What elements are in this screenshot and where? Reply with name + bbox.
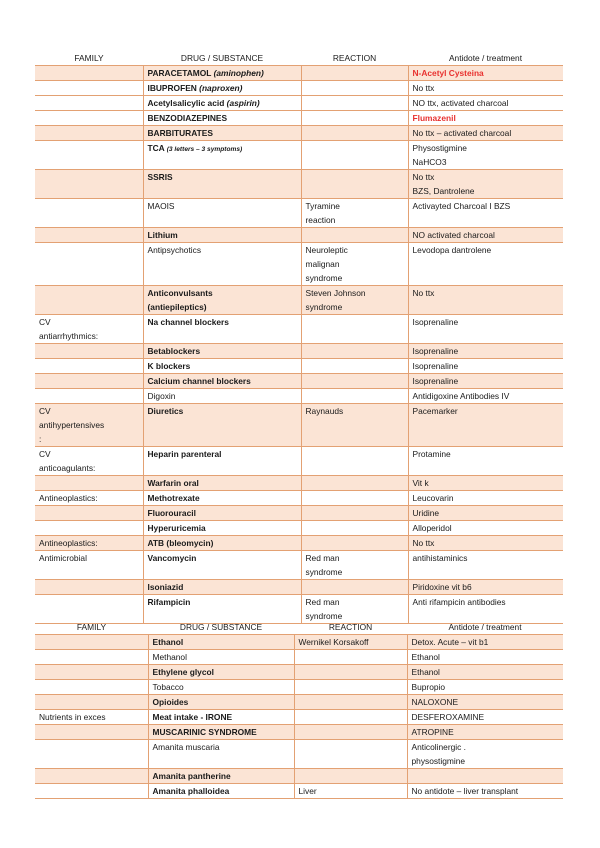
family-cell	[35, 650, 148, 665]
drug-note: (aminophen)	[213, 68, 264, 78]
family-cell	[35, 389, 143, 404]
drug-cell: TCA (3 letters – 3 symptoms)	[143, 141, 301, 170]
drug-cell: MUSCARINIC SYNDROME	[148, 725, 294, 740]
table-row	[35, 141, 563, 170]
family-cell	[35, 635, 148, 650]
drug-cell: Isoniazid	[143, 580, 301, 595]
header-row	[35, 51, 563, 66]
table-row	[35, 521, 563, 536]
family-cell	[35, 96, 143, 111]
drug-cell: K blockers	[143, 359, 301, 374]
drug-cell: SSRIS	[143, 170, 301, 199]
reaction-cell: Tyramine reaction	[301, 199, 408, 228]
reaction-cell	[301, 521, 408, 536]
table-row	[35, 650, 563, 665]
family-cell: Antineoplastics:	[35, 491, 143, 506]
table-row	[35, 389, 563, 404]
reaction-cell	[294, 710, 407, 725]
table-row	[35, 491, 563, 506]
drug-cell: Amanita pantherine	[148, 769, 294, 784]
drug-cell: ATB (bleomycin)	[143, 536, 301, 551]
table-row	[35, 680, 563, 695]
drug-cell: Ethylene glycol	[148, 665, 294, 680]
table-row	[35, 635, 563, 650]
antidote-cell: Isoprenaline	[408, 315, 563, 344]
antidote-cell: Ethanol	[407, 665, 563, 680]
family-cell	[35, 170, 143, 199]
table-row	[35, 476, 563, 491]
table-row	[35, 315, 563, 344]
drug-note: (3 letters – 3 symptoms)	[166, 146, 243, 153]
family-cell	[35, 344, 143, 359]
drug-cell: Calcium channel blockers	[143, 374, 301, 389]
reaction-cell: Steven Johnson syndrome	[301, 286, 408, 315]
reaction-cell: Red man syndrome	[301, 595, 408, 624]
reaction-cell	[301, 491, 408, 506]
table-row	[35, 199, 563, 228]
family-cell: CV anticoagulants:	[35, 447, 143, 476]
antidote-cell: Anti rifampicin antibodies	[408, 595, 563, 624]
table-row	[35, 404, 563, 447]
reaction-cell	[294, 665, 407, 680]
reaction-cell	[301, 344, 408, 359]
family-cell: Antimicrobial	[35, 551, 143, 580]
drug-cell: Methanol	[148, 650, 294, 665]
reaction-cell	[294, 650, 407, 665]
antidote-cell: No antidote – liver transplant	[407, 784, 563, 799]
drug-note: (naproxen)	[199, 83, 243, 93]
table-row	[35, 447, 563, 476]
table-row	[35, 170, 563, 199]
reaction-cell	[301, 447, 408, 476]
family-cell	[35, 359, 143, 374]
table-row	[35, 111, 563, 126]
table-row	[35, 536, 563, 551]
drug-cell: Amanita phalloidea	[148, 784, 294, 799]
antidote-cell: Activayted Charcoal I BZS	[408, 199, 563, 228]
reaction-cell	[301, 506, 408, 521]
antidote-cell: Detox. Acute – vit b1	[407, 635, 563, 650]
reaction-cell	[301, 96, 408, 111]
reaction-cell	[301, 228, 408, 243]
antidote-cell: NO activated charcoal	[408, 228, 563, 243]
reaction-cell	[301, 359, 408, 374]
family-cell	[35, 199, 143, 228]
family-cell	[35, 740, 148, 769]
toxicology-table-1	[35, 51, 563, 624]
reaction-cell	[301, 111, 408, 126]
drug-cell: Antipsychotics	[143, 243, 301, 286]
reaction-cell	[294, 725, 407, 740]
family-cell	[35, 521, 143, 536]
table-row	[35, 740, 563, 769]
reaction-cell	[301, 374, 408, 389]
drug-cell: Warfarin oral	[143, 476, 301, 491]
header-family: FAMILY	[35, 620, 148, 635]
table-row	[35, 126, 563, 141]
table-row	[35, 66, 563, 81]
family-cell	[35, 695, 148, 710]
drug-cell: PARACETAMOL (aminophen)	[143, 66, 301, 81]
header-drug: DRUG / SUBSTANCE	[143, 51, 301, 66]
drug-cell: BENZODIAZEPINES	[143, 111, 301, 126]
reaction-cell	[301, 66, 408, 81]
drug-cell: Meat intake - IRONE	[148, 710, 294, 725]
antidote-cell: Physostigmine NaHCO3	[408, 141, 563, 170]
table-row	[35, 665, 563, 680]
antidote-cell: Isoprenaline	[408, 359, 563, 374]
antidote-cell: Vit k	[408, 476, 563, 491]
header-antidote: Antidote / treatment	[407, 620, 563, 635]
antidote-cell: NO ttx, activated charcoal	[408, 96, 563, 111]
drug-cell: Betablockers	[143, 344, 301, 359]
family-cell	[35, 66, 143, 81]
table-row	[35, 286, 563, 315]
antidote-cell: No ttx	[408, 536, 563, 551]
drug-cell: Digoxin	[143, 389, 301, 404]
header-reaction: REACTION	[301, 51, 408, 66]
reaction-cell: Wernikel Korsakoff	[294, 635, 407, 650]
family-cell: Antineoplastics:	[35, 536, 143, 551]
reaction-cell: Liver	[294, 784, 407, 799]
reaction-cell	[301, 126, 408, 141]
antidote-cell: No ttx BZS, Dantrolene	[408, 170, 563, 199]
family-cell	[35, 111, 143, 126]
antidote-cell: No ttx	[408, 81, 563, 96]
antidote-cell	[407, 769, 563, 784]
drug-cell: Hyperuricemia	[143, 521, 301, 536]
drug-cell: Tobacco	[148, 680, 294, 695]
reaction-cell	[294, 680, 407, 695]
antidote-cell: Flumazenil	[408, 111, 563, 126]
antidote-cell: NALOXONE	[407, 695, 563, 710]
reaction-cell	[294, 769, 407, 784]
table-row	[35, 344, 563, 359]
header-row	[35, 620, 563, 635]
drug-cell: Diuretics	[143, 404, 301, 447]
table-row	[35, 96, 563, 111]
antidote-cell: Alloperidol	[408, 521, 563, 536]
header-antidote: Antidote / treatment	[408, 51, 563, 66]
antidote-cell: Antidigoxine Antibodies IV	[408, 389, 563, 404]
family-cell	[35, 141, 143, 170]
antidote-cell: Uridine	[408, 506, 563, 521]
family-cell: Nutrients in exces	[35, 710, 148, 725]
antidote-cell: Anticolinergic . physostigmine	[407, 740, 563, 769]
antidote-cell: No ttx	[408, 286, 563, 315]
antidote-cell: antihistaminics	[408, 551, 563, 580]
table-row	[35, 228, 563, 243]
drug-cell: Rifampicin	[143, 595, 301, 624]
family-cell	[35, 580, 143, 595]
table-row	[35, 506, 563, 521]
family-cell	[35, 725, 148, 740]
drug-cell: Anticonvulsants (antiepileptics)	[143, 286, 301, 315]
reaction-cell: Red man syndrome	[301, 551, 408, 580]
reaction-cell	[301, 536, 408, 551]
reaction-cell	[301, 580, 408, 595]
header-family: FAMILY	[35, 51, 143, 66]
family-cell	[35, 374, 143, 389]
reaction-cell	[301, 81, 408, 96]
antidote-cell: Levodopa dantrolene	[408, 243, 563, 286]
reaction-cell	[301, 141, 408, 170]
family-cell	[35, 784, 148, 799]
reaction-cell: Neuroleptic malignan syndrome	[301, 243, 408, 286]
header-reaction: REACTION	[294, 620, 407, 635]
drug-cell: IBUPROFEN (naproxen)	[143, 81, 301, 96]
header-drug: DRUG / SUBSTANCE	[148, 620, 294, 635]
table-row	[35, 710, 563, 725]
family-cell	[35, 243, 143, 286]
drug-cell: BARBITURATES	[143, 126, 301, 141]
table-row	[35, 359, 563, 374]
family-cell	[35, 286, 143, 315]
table-row	[35, 243, 563, 286]
table-row	[35, 374, 563, 389]
drug-cell: Vancomycin	[143, 551, 301, 580]
drug-cell: Acetylsalicylic acid (aspirin)	[143, 96, 301, 111]
antidote-cell: N-Acetyl Cysteina	[408, 66, 563, 81]
family-cell	[35, 126, 143, 141]
antidote-cell: Isoprenaline	[408, 344, 563, 359]
reaction-cell	[301, 389, 408, 404]
table-row	[35, 551, 563, 580]
table-row	[35, 580, 563, 595]
family-cell: CV antihypertensives :	[35, 404, 143, 447]
antidote-cell: Piridoxine vit b6	[408, 580, 563, 595]
table-row	[35, 695, 563, 710]
family-cell	[35, 506, 143, 521]
drug-cell: Lithium	[143, 228, 301, 243]
drug-cell: Methotrexate	[143, 491, 301, 506]
reaction-cell	[301, 170, 408, 199]
table-row	[35, 784, 563, 799]
antidote-cell: Pacemarker	[408, 404, 563, 447]
family-cell	[35, 665, 148, 680]
family-cell	[35, 81, 143, 96]
reaction-cell	[301, 315, 408, 344]
antidote-cell: Ethanol	[407, 650, 563, 665]
reaction-cell: Raynauds	[301, 404, 408, 447]
drug-cell: Opioides	[148, 695, 294, 710]
antidote-cell: Protamine	[408, 447, 563, 476]
drug-cell: MAOIS	[143, 199, 301, 228]
drug-cell: Fluorouracil	[143, 506, 301, 521]
drug-note: (aspirin)	[226, 98, 260, 108]
table-row	[35, 725, 563, 740]
family-cell: CV antiarrhythmics:	[35, 315, 143, 344]
reaction-cell	[294, 695, 407, 710]
family-cell	[35, 476, 143, 491]
reaction-cell	[301, 476, 408, 491]
family-cell	[35, 228, 143, 243]
table-row	[35, 769, 563, 784]
family-cell	[35, 769, 148, 784]
table-row	[35, 81, 563, 96]
antidote-cell: Bupropio	[407, 680, 563, 695]
antidote-cell: No ttx – activated charcoal	[408, 126, 563, 141]
drug-cell: Na channel blockers	[143, 315, 301, 344]
antidote-cell: ATROPINE	[407, 725, 563, 740]
reaction-cell	[294, 740, 407, 769]
antidote-cell: Leucovarin	[408, 491, 563, 506]
drug-cell: Heparin parenteral	[143, 447, 301, 476]
antidote-cell: Isoprenaline	[408, 374, 563, 389]
drug-cell: Ethanol	[148, 635, 294, 650]
antidote-cell: DESFEROXAMINE	[407, 710, 563, 725]
toxicology-table-2	[35, 620, 563, 799]
family-cell	[35, 680, 148, 695]
drug-cell: Amanita muscaria	[148, 740, 294, 769]
